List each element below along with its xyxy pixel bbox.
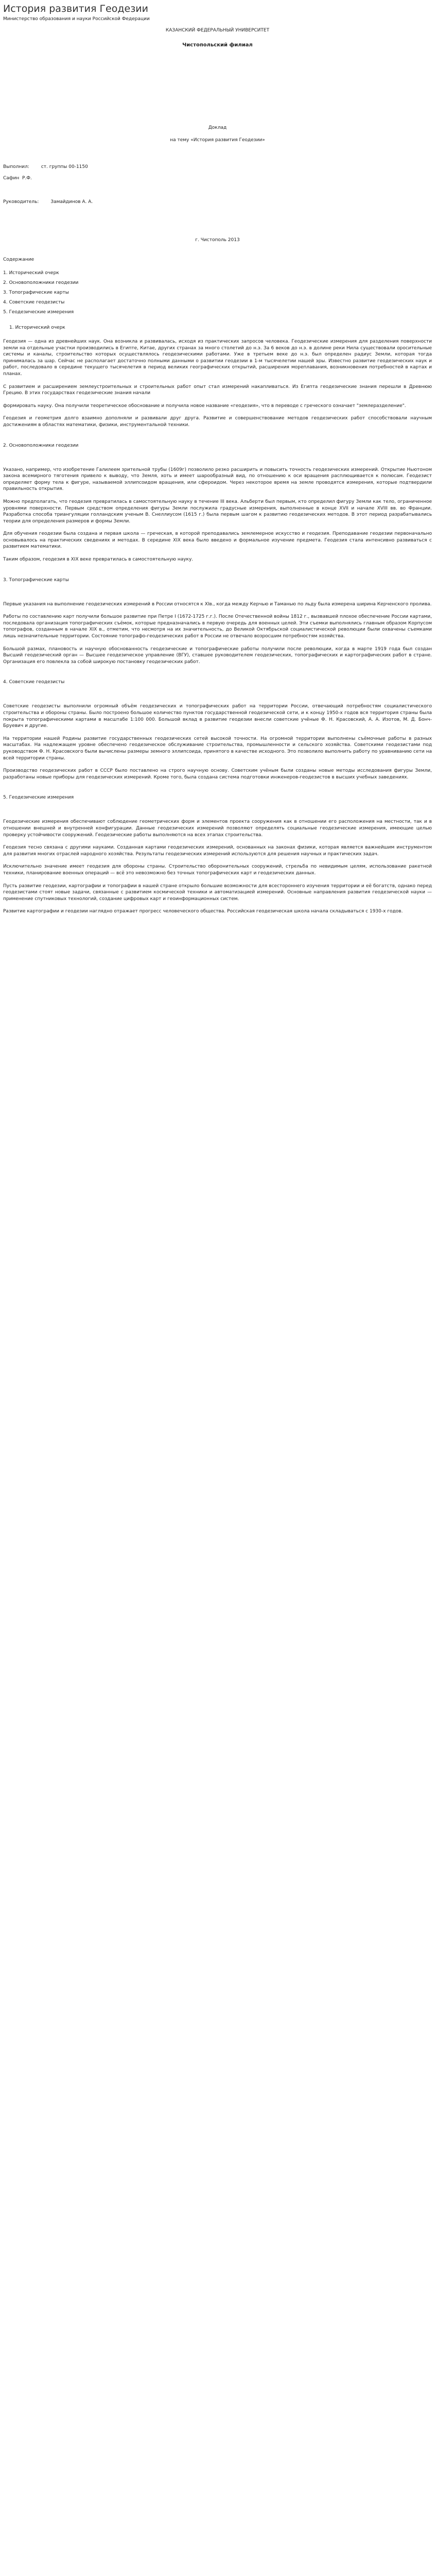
supervisor: Руководитель: Замайдинов А. А. (3, 199, 93, 205)
paragraph: С развитием и расширением землеустроительных и строительных работ опыт стал измерений накапливаться. Из Египта геодезические знания перешли в Древнюю Грецию. В этих государствах геодезические знания начали (3, 384, 432, 396)
paragraph: Большой размах, плановость и научную обоснованность геодезические и топографические работы получили после революции, когда в марте 1919 года был создан Высший геодезический орган — Высшее геодезическое управление (ВГУ), ставшее руководителем геодезических, топографических и картографических работ в стране. Организация его повлекла за собой широкую постановку геодезических работ. (3, 646, 432, 665)
paragraph: Советские геодезисты выполнили огромный объём геодезических и топографических работ на территории России, отвечающий потребностям социалистического строительства и обороны страны. Было построено большое количество пунктов государственной геодезической сети, и к концу 1950-х годов вся территория страны была покрыта топографическими картами в масштабе 1:100 000. Большой вклад в развитие геодезии внесли советские учёные Ф. Н. Красовский, А. А. Изотов, М. Д. Бонч-Бруевич и другие. (3, 704, 432, 729)
section-measurements (3, 795, 432, 915)
toc-item: 1. Исторический очерк (3, 270, 59, 276)
section-heading: 3. Топографические карты (3, 577, 69, 583)
paragraph: Геодезия и геометрия долго взаимно дополняли и развивали друг друга. Развитие и совершенствование методов геодезических работ способствовали научным достижениям в областях математики, физики, инструментальной техники. (3, 416, 432, 428)
paragraph: Первые указания на выполнение геодезических измерений в России относятся к XIв., когда между Керчью и Таманью по льду была измерена ширина Керченского пролива. (3, 601, 432, 607)
toc-item: 2. Основоположники геодезии (3, 280, 79, 285)
section-heading: 4. Советские геодезисты (3, 680, 65, 685)
section-founders (3, 443, 432, 563)
report-topic: на тему «История развития Геодезии» (170, 138, 265, 143)
paragraph: Таким образом, геодезия в XIX веке превратилась в самостоятельную науку. (3, 557, 194, 563)
section-maps (3, 578, 432, 666)
paragraph: Пусть развитие геодезии, картографии и топографии в нашей стране открыло большие возможности для всестороннего изучения территории и её богатств, однако перед геодезистами стоят новые задачи, связанные с развитием космической техники и автоматизацией измерений. Основные направления развития геодезической науки — применение спутниковых технологий, создание цифровых карт и геоинформационных систем. (3, 883, 432, 902)
section-heading: 1. Исторический очерк (9, 325, 65, 330)
section-historical (3, 325, 432, 429)
paragraph: Геодезические измерения обеспечивают соблюдение геометрических форм и элементов проекта сооружения как в отношении его расположения на местности, так и в отношении внешней и внутренней конфигурации. Данные геодезических измерений позволяют определять социальные геодезические измерения, имеющие целью проверку устойчивости сооружений. Геодезические работы выполняются на всех этапах строительства. (3, 819, 432, 838)
paragraph: Для обучения геодезии была создана и первая школа — греческая, в которой преподавались землемерное искусство и геодезия. Преподавание геодезии первоначально основывалось на практических сведениях и методах. В середине XIX века было введено и формальное изучение предмета. Геодезия стала интенсивно развиваться с развитием математики. (3, 531, 432, 550)
city-year: г. Чистополь 2013 (195, 238, 240, 243)
paragraph: Развитие картографии и геодезии наглядно отражает прогресс человеческого общества. Российская геодезическая школа начала складываться с 1930-х годов. (3, 909, 403, 914)
paragraph: Производство геодезических работ в СССР было поставлено на строго научную основу. Советским учёным были созданы новые методы исследования фигуры Земли, разработаны новые приборы для геодезических измерений. Кроме того, была создана система подготовки инженеров-геодезистов в высших учебных заведениях. (3, 768, 432, 780)
paragraph: Указано, например, что изобретение Галилеем зрительной трубы (1609г) позволило резко расширить и повысить точность геодезических измерений. Открытие Ньютоном закона всемирного тяготения привело к выводу, что Земля, хоть и имеет шарообразный вид, по отношению к оси вращения расплющивается к полюсам. Геодезист определяет форму тела к фигуре, называемой эллипсоидом вращения, или сфероидом. Через некоторое время на земле проводятся измерения, которые подтвердили правильность открытия. (3, 467, 432, 492)
document-title: История развития Геодезии (3, 3, 148, 14)
toc-title: Содержание (3, 257, 34, 262)
branch-name: Чистопольский филиал (182, 42, 253, 48)
section-heading: 5. Геодезические измерения (3, 795, 74, 801)
performed-by: Выполнил: ст. группы 00-1150 (3, 164, 88, 170)
university-name: КАЗАНСКИЙ ФЕДЕРАЛЬНЫЙ УНИВЕРСИТЕТ (165, 28, 270, 33)
report-label: Доклад (208, 125, 227, 130)
paragraph: Геодезия — одна из древнейших наук. Она возникла и развивалась, исходя из практических запросов человека. Геодезические измерения для разделения поверхности земли на отдельные участки производились в Египте, Китае, других странах за много столетий до н.э. За 6 веков до н.э. в долине реки Нила существовали оросительные системы и каналы, строительство которых осуществлялось геодезическими работами. Уже в третьем веке до н.э. был определен радиус Земли, которая тогда принималась за шар. Сейчас не располагает достаточно полными данными о развитии геодезии в 1-м тысячелетии нашей эры. Известно развитие геодезических наук и работ, последовало в середине текущего тысячелетия в период великих географических открытий, расширения мореплавания, возникновения потребностей в картах и планах. (3, 339, 432, 377)
paragraph: Можно предполагать, что геодезия превратилась в самостоятельную науку в течение III века. Альберти был первым, кто определил фигуру Земли как тело, ограниченное уровнями поверхности. Первым средством определения фигуры Земли послужила градусные измерения, выполненные в конце XVII и начале XVIII вв. во Франции. Разработка способа триангуляции голландским ученым В. Снеллиусом (1615 г.) была первым шагом к развитию геодезических методов. В этот период разрабатывались теории для определения размеров и формы Земли. (3, 499, 432, 524)
toc-item: 4. Советские геодезисты (3, 300, 65, 305)
performer-name: Сафин Р.Ф. (3, 176, 32, 181)
toc-item: 5. Геодезические измерения (3, 310, 74, 315)
paragraph: Работы по составлению карт получили большое развитие при Петре I (1672-1725 г.г.). После Отечественной войны 1812 г., вызвавшей плохое обеспечение России картами, последовала организация топографических съёмок, которые предназначались в первую очередь для военных целей. Эти съемки выполнялись главным образом Корпусом топографов, созданным в начале XIX в., отметим, что несмотря на их значительность, до Великой Октябрьской социалистической революции были охвачены съемками лишь незначительные территории. Состояние топографо-геодезических работ в России не отвечало возросшим потребностям хозяйства. (3, 614, 432, 639)
paragraph: Исключительно значение имеет геодезия для обороны страны. Строительство оборонительных сооружений, стрельба по невидимым целям, использование ракетной техники, планирование военных операций — всё это невозможно без точных топографических карт и геодезических данных. (3, 864, 432, 876)
paragraph: На территории нашей Родины развитие государственных геодезических сетей высокой точности. На огромной территории выполнены съёмочные работы в разных масштабах. На надлежащем уровне обеспечено геодезическое обслуживание строительства, промышленности и сельского хозяйства. Советскими геодезистами под руководством Ф. Н. Красовского были вычислены размеры земного эллипсоида, принятого в качестве исходного. Это позволило выполнить работу по уравниванию сети на всей территории страны. (3, 736, 432, 761)
document-page (0, 0, 436, 915)
section-soviet (3, 680, 432, 781)
paragraph: Геодезия тесно связана с другими науками. Созданная картами геодезических измерений, основанных на законах физики, которая является важнейшим инструментом для развития многих отраслей народного хозяйства. Результаты геодезических измерений используются для решения научных и практических задач. (3, 845, 432, 857)
section-heading: 2. Основоположники геодезии (3, 443, 79, 448)
ministry-name: Министерство образования и науки Российской Федерации (3, 16, 150, 22)
toc-item: 3. Топографические карты (3, 290, 69, 295)
paragraph: формировать науку. Она получили теоретическое обоснование и получила новое название «геодезия», что в переводе с греческого означает "землеразделение". (3, 403, 406, 409)
